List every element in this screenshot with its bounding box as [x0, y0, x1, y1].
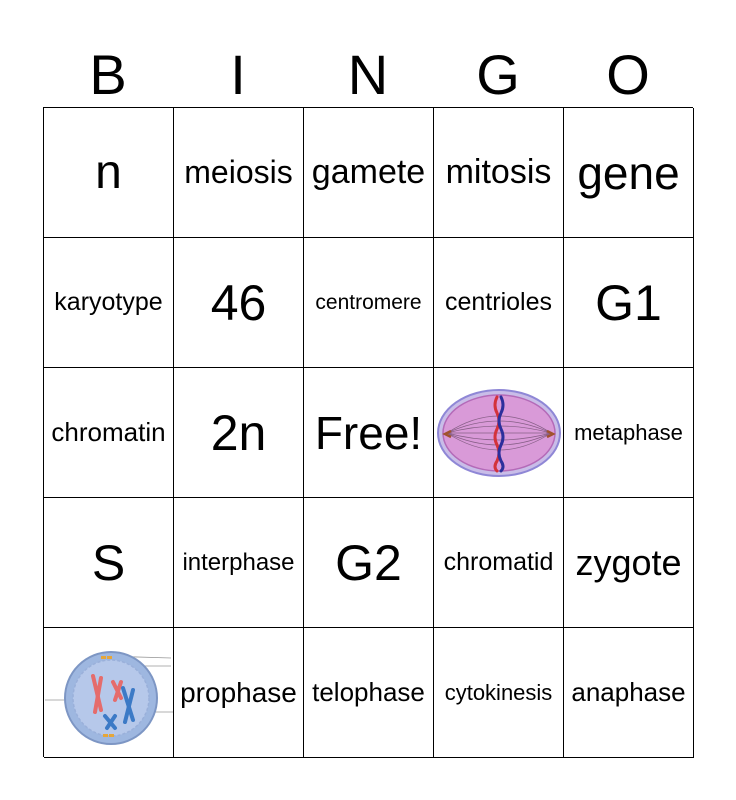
bingo-cell-label: cytokinesis [444, 679, 553, 705]
bingo-cell-i5[interactable] [174, 628, 304, 758]
bingo-cell-label: mitosis [445, 153, 552, 191]
bingo-cell-label: chromatid [443, 548, 554, 576]
bingo-cell-label: centrioles [445, 288, 552, 316]
bingo-cell-g2[interactable] [434, 238, 564, 368]
bingo-cell-i4[interactable] [174, 498, 304, 628]
prophase-cell-illustration [45, 638, 173, 748]
bingo-cell-label: G1 [595, 274, 662, 331]
bingo-cell-b2[interactable] [44, 238, 174, 368]
bingo-cell-g4[interactable] [434, 498, 564, 628]
bingo-cell-g1[interactable] [434, 108, 564, 238]
header-letter-i: I [230, 43, 246, 106]
bingo-cell-label: gene [577, 146, 680, 199]
bingo-cell-label: interphase [182, 548, 295, 576]
bingo-cell-n1[interactable] [304, 108, 434, 238]
bingo-cell-label: zygote [575, 541, 682, 583]
bingo-cell-g5[interactable] [434, 628, 564, 758]
bingo-cell-b4[interactable] [44, 498, 174, 628]
bingo-cell-label: karyotype [54, 288, 163, 316]
header-letter-o: O [606, 43, 650, 106]
bingo-cell-label: chromatin [51, 417, 166, 447]
bingo-grid [43, 107, 693, 757]
bingo-cell-b3[interactable] [44, 368, 174, 498]
bingo-cell-label: G2 [335, 534, 402, 591]
header-letter-g: G [476, 43, 520, 106]
bingo-cell-b1[interactable] [44, 108, 174, 238]
bingo-cell-n3[interactable] [304, 368, 434, 498]
bingo-cell-o3[interactable] [564, 368, 694, 498]
bingo-cell-o5[interactable] [564, 628, 694, 758]
bingo-cell-b5[interactable] [44, 628, 174, 758]
bingo-cell-label: 46 [210, 274, 267, 331]
bingo-cell-label: gamete [311, 153, 426, 191]
bingo-cell-i2[interactable] [174, 238, 304, 368]
bingo-cell-label: centromere [315, 290, 422, 314]
bingo-cell-i3[interactable] [174, 368, 304, 498]
bingo-cell-label: Free! [314, 406, 423, 459]
bingo-cell-i1[interactable] [174, 108, 304, 238]
bingo-cell-label: telophase [312, 677, 425, 707]
bingo-cell-label: meiosis [184, 154, 293, 190]
bingo-cell-label: 2n [210, 404, 267, 461]
bingo-header [43, 44, 693, 106]
bingo-cell-o2[interactable] [564, 238, 694, 368]
bingo-cell-o1[interactable] [564, 108, 694, 238]
bingo-cell-n4[interactable] [304, 498, 434, 628]
bingo-cell-label: S [91, 534, 126, 591]
bingo-cell-o4[interactable] [564, 498, 694, 628]
metaphase-cell-illustration [435, 387, 563, 479]
bingo-cell-label: prophase [180, 676, 297, 708]
bingo-cell-label: n [95, 146, 122, 199]
header-letter-b: B [89, 43, 127, 106]
bingo-cell-label: metaphase [574, 419, 683, 445]
header-letter-n: N [347, 43, 389, 106]
bingo-cell-n5[interactable] [304, 628, 434, 758]
bingo-cell-g3[interactable] [434, 368, 564, 498]
bingo-cell-label: anaphase [571, 677, 686, 707]
bingo-cell-n2[interactable] [304, 238, 434, 368]
